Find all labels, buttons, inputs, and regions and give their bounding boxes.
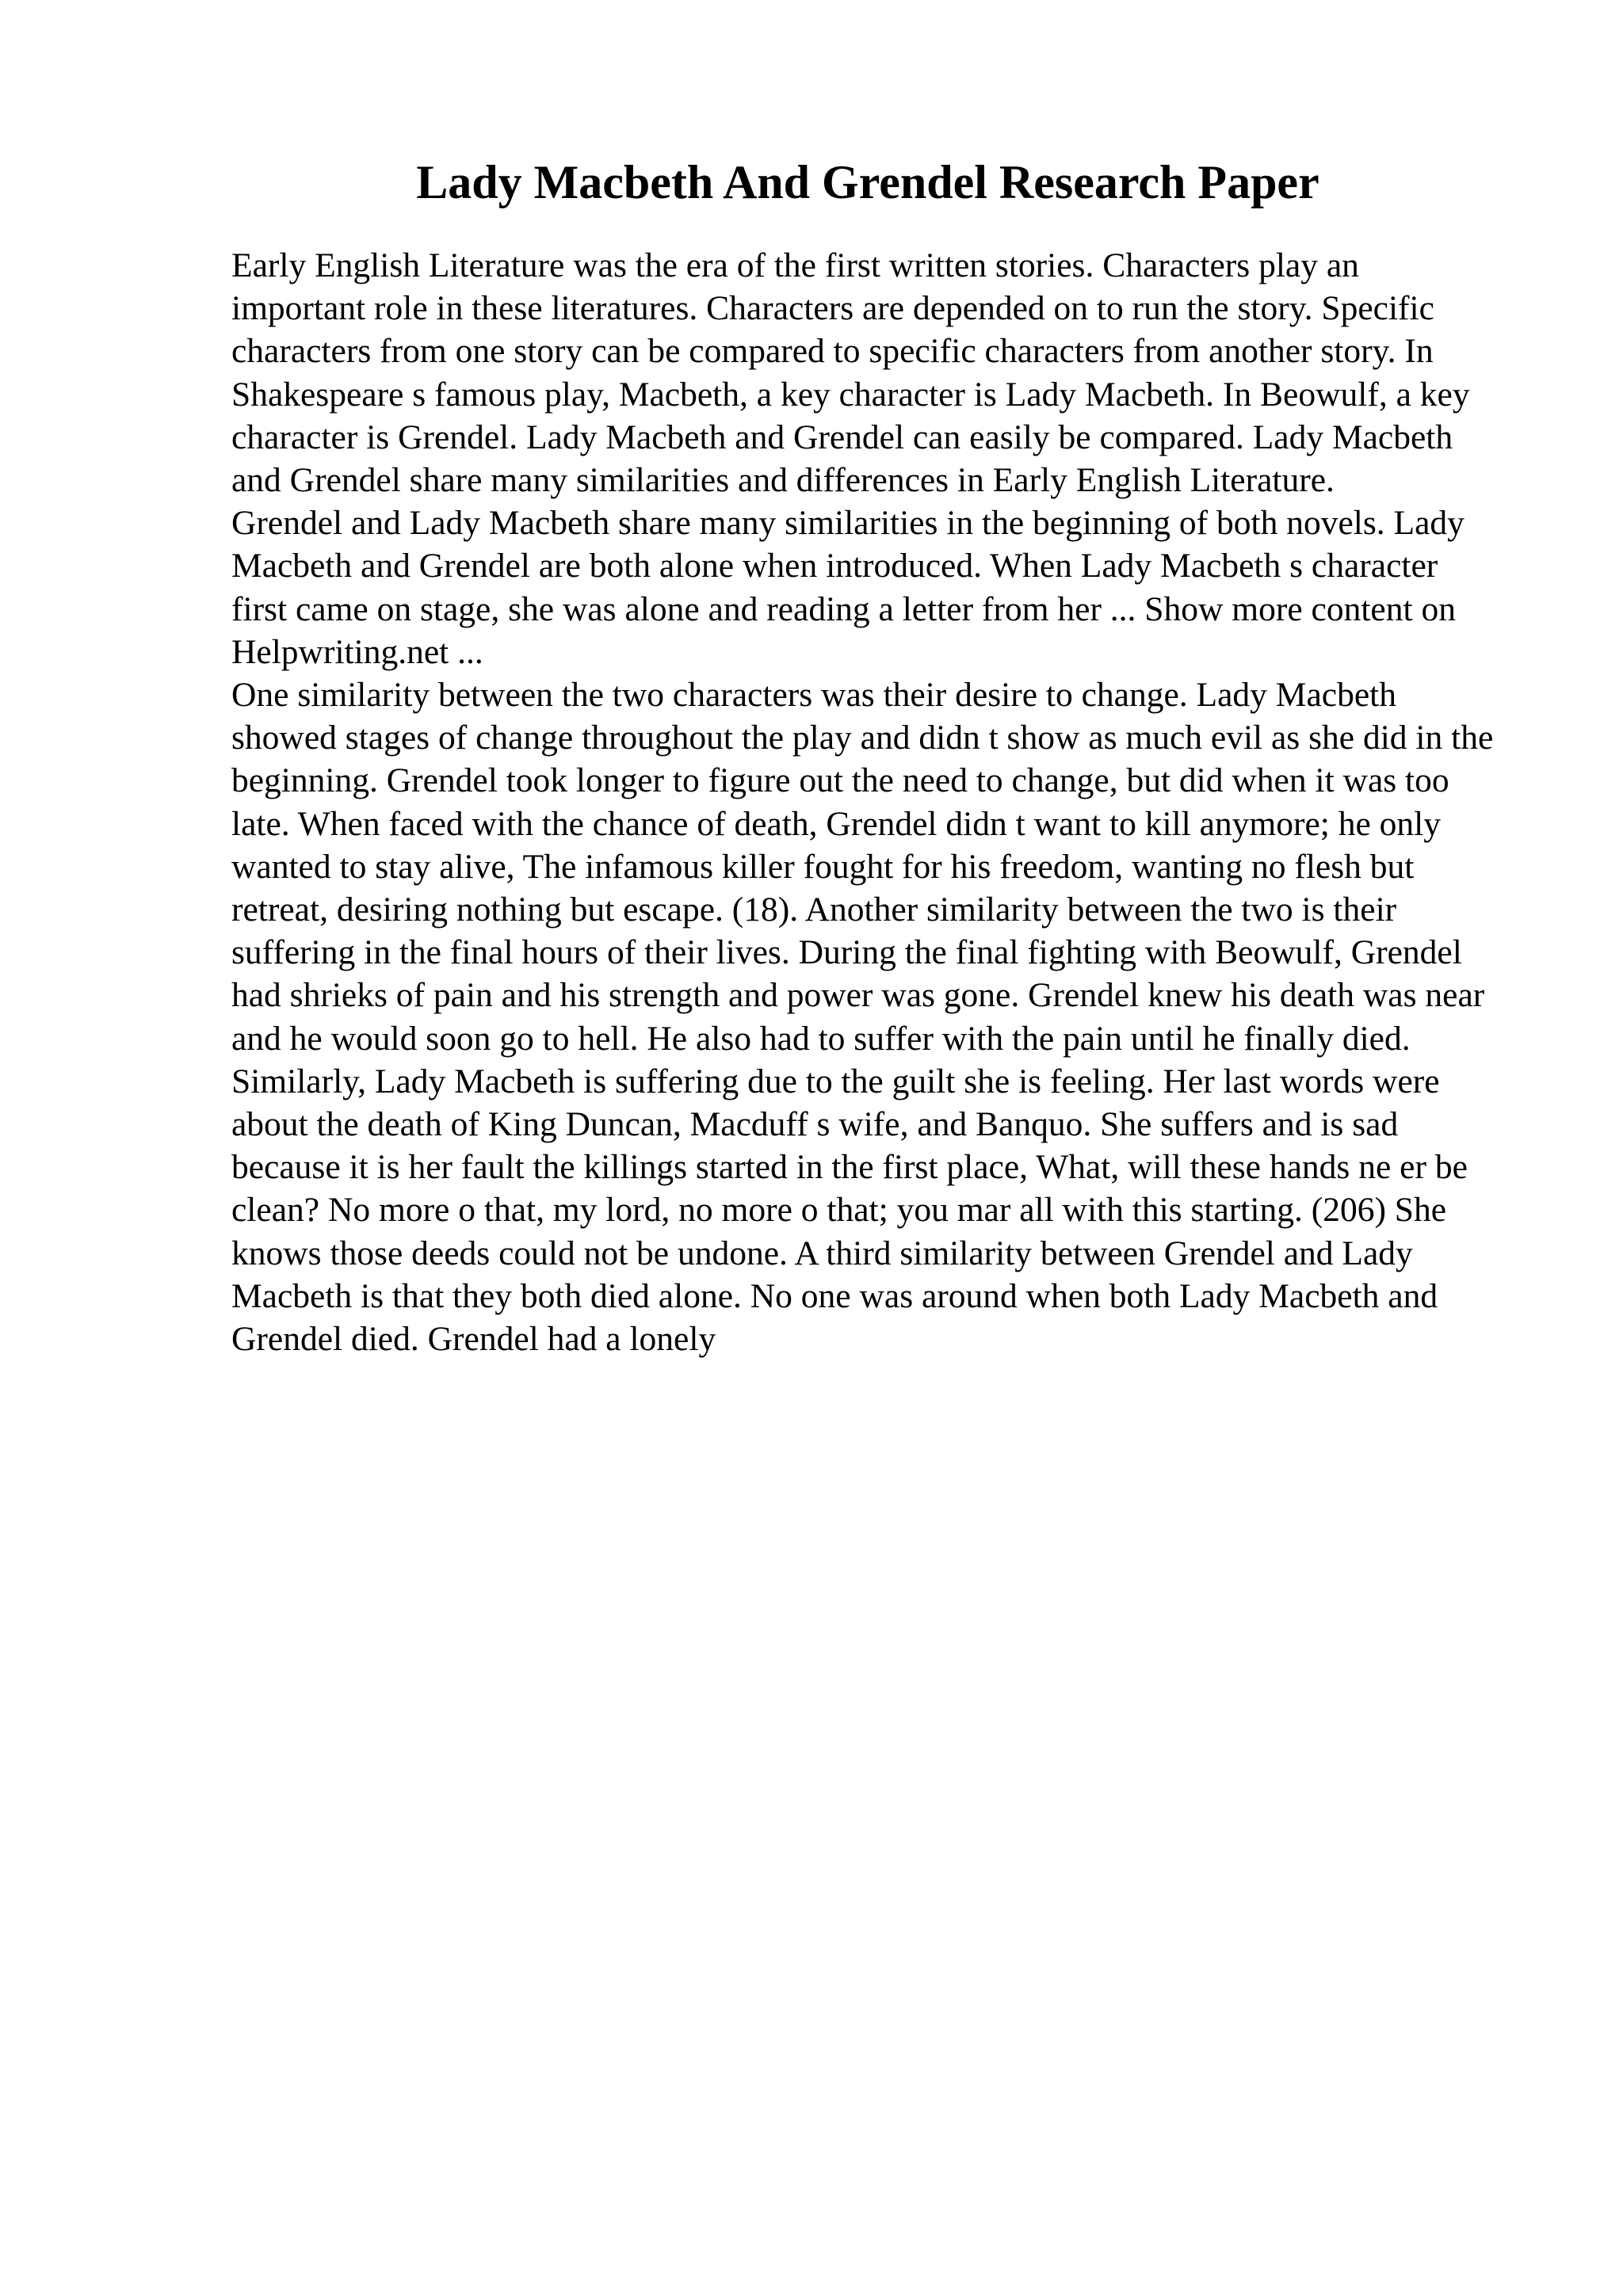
document-body: [231, 244, 1499, 1360]
paragraph-beginning-similarities: Grendel and Lady Macbeth share many similarities in the beginning of both novels. Lady Macbeth and Grendel are both alone when introduced. When Lady Macbeth s character first came on stage, she was alone and reading a letter from her ... Show more content on Helpwriting.net ...: [231, 504, 1465, 671]
document-title: Lady Macbeth And Grendel Research Paper: [416, 156, 1319, 208]
paragraph-desire-to-change: One similarity between the two characters was their desire to change. Lady Macbeth showed stages of change throughout the play and didn t show as much evil as she did in the beginning. Grendel took longer to figure out the need to change, but did when it was too late. When faced with the chance of death, Grendel didn t want to kill anymore; he only wanted to stay alive, The infamous killer fought for his freedom, wanting no flesh but retreat, desiring nothing but escape. (18). Another similarity between the two is their suffering in the final hours of their lives. During the final fighting with Beowulf, Grendel had shrieks of pain and his strength and power was gone. Grendel knew his death was near and he would soon go to hell. He also had to suffer with the pain until he finally died. Similarly, Lady Macbeth is suffering due to the guilt she is feeling. Her last words were about the death of King Duncan, Macduff s wife, and Banquo. She suffers and is sad because it is her fault the killings started in the first place, What, will these hands ne er be clean? No more o that, my lord, no more o that; you mar all with this starting. (206) She knows those deeds could not be undone. A third similarity between Grendel and Lady Macbeth is that they both died alone. No one was around when both Lady Macbeth and Grendel died. Grendel had a lonely: [231, 676, 1494, 1359]
paragraph-intro: Early English Literature was the era of the first written stories. Characters play an important role in these literatures. Characters are depended on to run the story. Specific characters from one story can be compared to specific characters from another story. In Shakespeare s famous play, Macbeth, a key character is Lady Macbeth. In Beowulf, a key character is Grendel. Lady Macbeth and Grendel can easily be compared. Lady Macbeth and Grendel share many similarities and differences in Early English Literature.: [231, 246, 1470, 500]
